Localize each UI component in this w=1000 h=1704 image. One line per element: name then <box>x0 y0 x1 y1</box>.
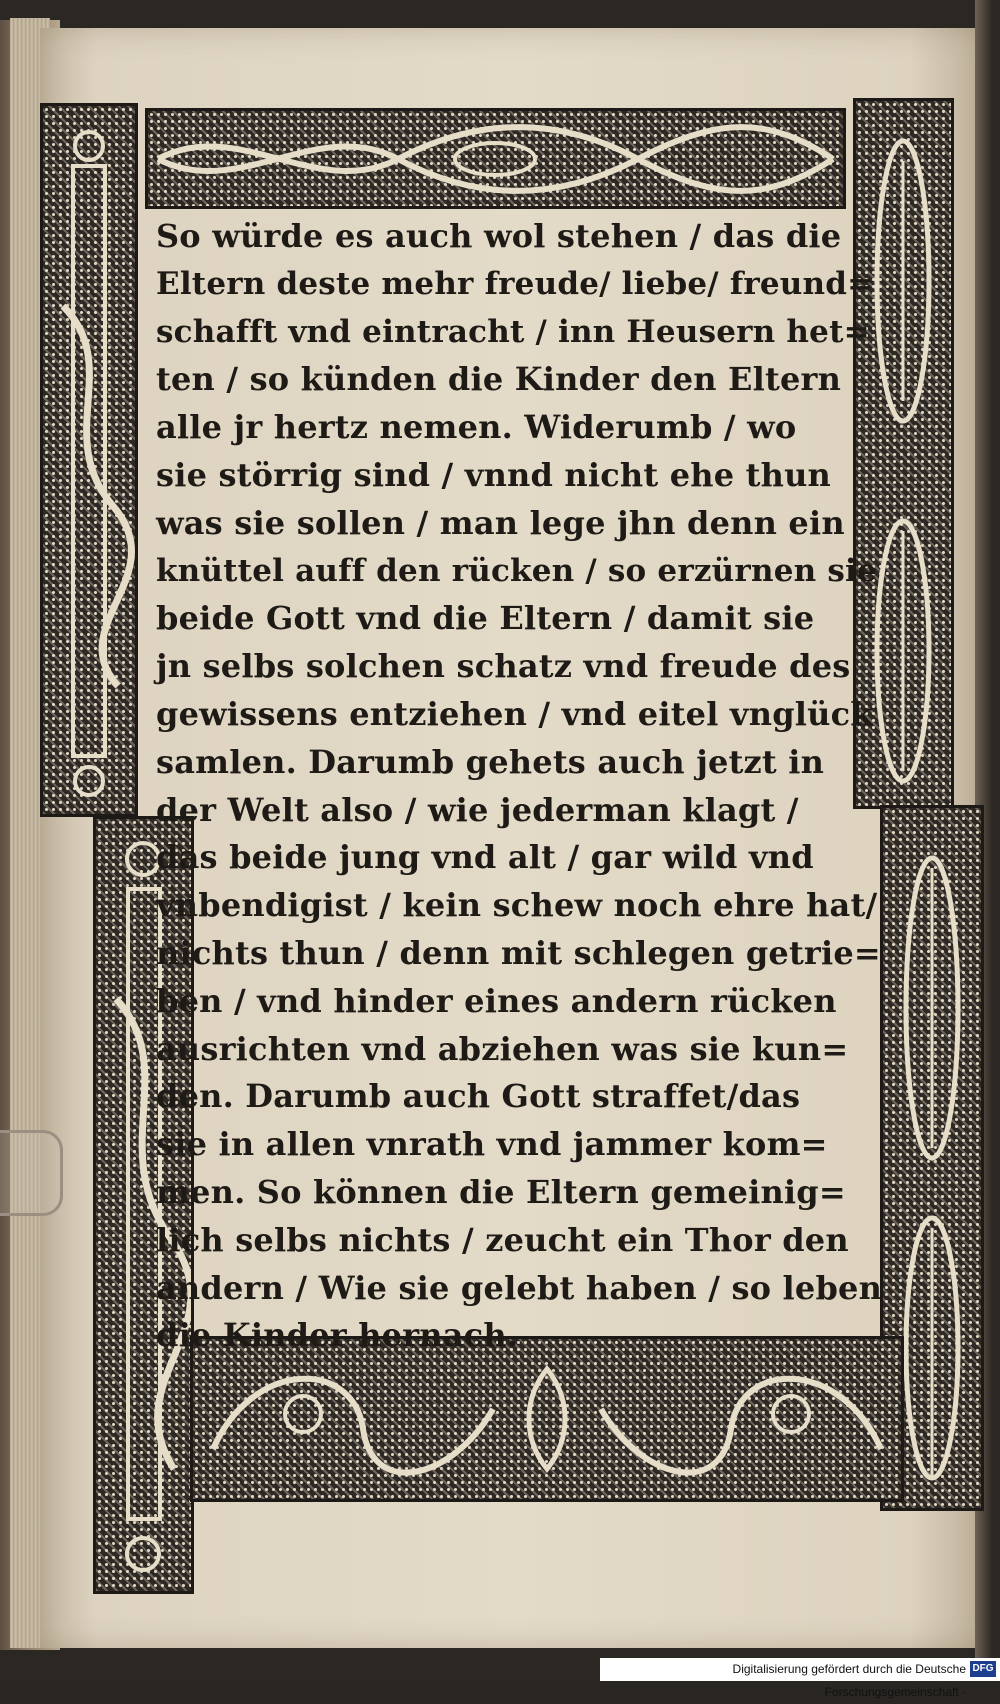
text-line: andern / Wie sie gelebt haben / so leben <box>156 1268 883 1307</box>
woodcut-border-bottom <box>190 1336 904 1502</box>
text-line: lich selbs nichts / zeucht ein Thor den <box>156 1220 849 1259</box>
woodcut-border-top <box>145 108 846 209</box>
text-line: samlen. Darumb gehets auch jetzt in <box>156 742 825 781</box>
text-block <box>156 213 884 1360</box>
text-line: alle jr hertz nemen. Widerumb / wo <box>156 408 797 447</box>
text-line: men. So können die Eltern gemeinig= <box>156 1172 846 1211</box>
text-line: beide Gott vnd die Eltern / damit sie <box>156 599 815 638</box>
text-line: den. Darumb auch Gott straffet/das <box>156 1077 801 1116</box>
text-line: der Welt also / wie jederman klagt / <box>156 790 799 829</box>
text-line: das beide jung vnd alt / gar wild vnd <box>156 838 814 877</box>
text-line: die Kinder hernach. <box>156 1316 519 1355</box>
text-line: So würde es auch wol stehen / das die <box>156 217 842 255</box>
text-line: Eltern deste mehr freude/ liebe/ freund= <box>156 265 874 302</box>
text-line: ausrichten vnd abziehen was sie kun= <box>156 1029 849 1068</box>
text-line: ben / vnd hinder eines andern rücken <box>156 981 837 1020</box>
digitization-credit: Digitalisierung gefördert durch die Deutsche Forschungsgemeinschaft · <box>600 1658 1000 1681</box>
text-line: vnbendigist / kein schew noch ehre hat/ <box>156 886 878 925</box>
book-clasp <box>0 1130 63 1216</box>
text-line: gewissens entziehen / vnd eitel vnglück <box>156 694 873 733</box>
dfg-logo: DFG <box>970 1661 996 1677</box>
text-line: knüttel auff den rücken / so erzürnen sie <box>156 552 877 589</box>
text-line: nichts thun / denn mit schlegen getrie= <box>156 933 881 972</box>
text-line: was sie sollen / man lege jhn denn ein <box>156 503 845 542</box>
woodcut-border-left-upper <box>40 103 138 817</box>
text-line: sie störrig sind / vnnd nicht ehe thun <box>156 455 832 494</box>
text-line: jn selbs solchen schatz vnd freude des <box>156 647 851 686</box>
text-line: sie in allen vnrath vnd jammer kom= <box>156 1125 828 1164</box>
text-line: ten / so künden die Kinder den Eltern <box>156 360 842 399</box>
text-line: schafft vnd eintracht / inn Heusern het= <box>156 313 870 350</box>
